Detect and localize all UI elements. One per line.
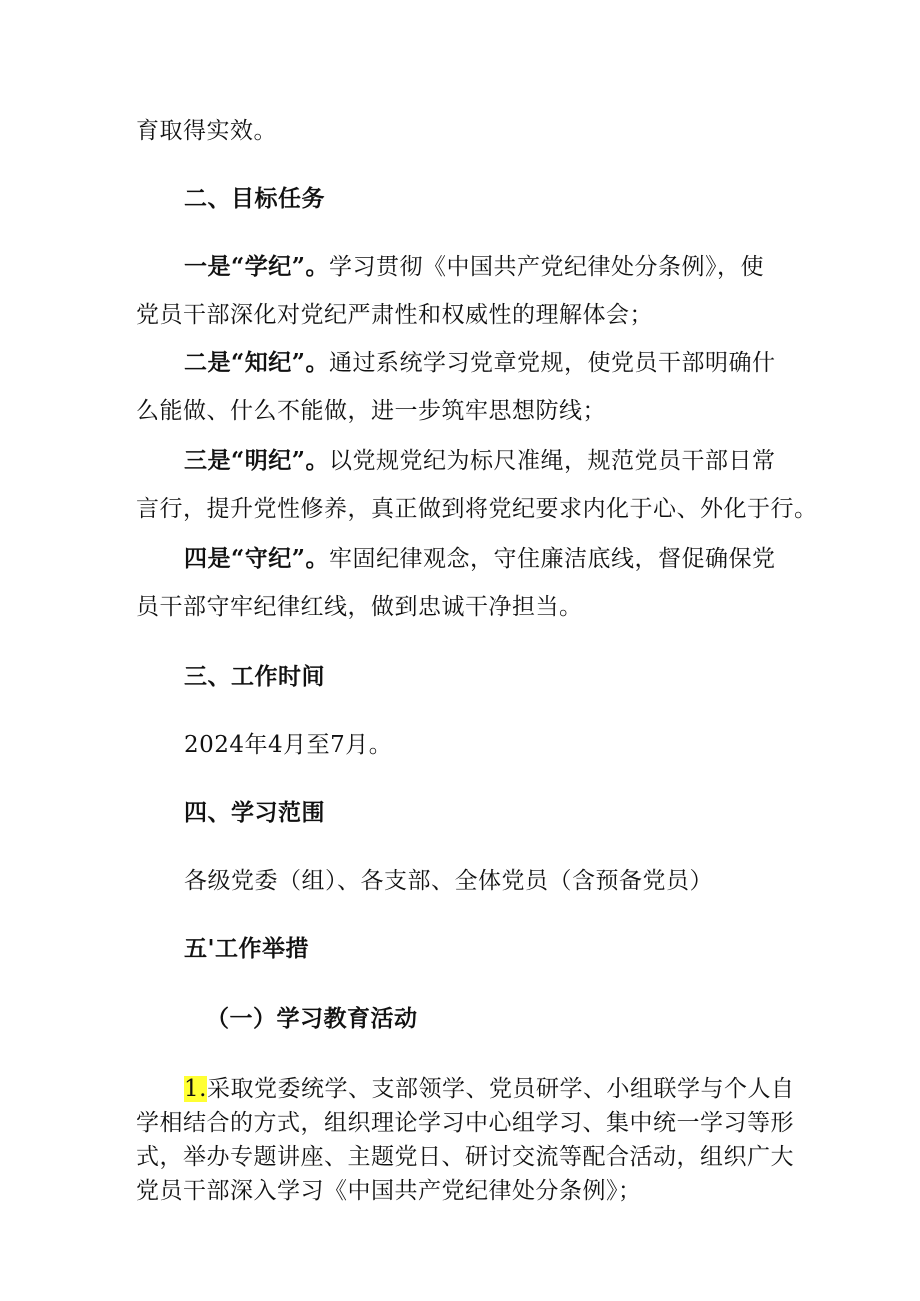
task-item-1-lead: 一是“学纪”。 [184, 253, 329, 280]
subsection-heading-1: （一）学习教育活动 [206, 1005, 418, 1032]
task-item-4-line-1 [184, 544, 775, 574]
work-time-text: 2024年4月至7月。 [184, 732, 393, 758]
task-item-4-line-2: 员干部守牢纪律红线，做到忠诚干净担当。 [136, 594, 583, 620]
task-item-1-line-1 [184, 252, 764, 282]
task-item-3-line-1 [184, 446, 775, 476]
task-item-2-line-2: 么能做、什么不能做，进一步筑牢思想防线； [136, 398, 606, 424]
section-heading-5: 五'工作举措 [184, 935, 310, 962]
study-scope-text: 各级党委（组）、各支部、全体党员（含预备党员） [184, 868, 713, 894]
task-item-4-text: 牢固纪律观念，守住廉洁底线，督促确保党 [328, 546, 776, 572]
measure-1-line-4: 党员干部深入学习《中国共产党纪律处分条例》； [136, 1178, 642, 1204]
measure-1-line-1 [184, 1074, 794, 1104]
task-item-2-line-1 [184, 348, 775, 378]
task-item-3-line-2: 言行，提升党性修养，真正做到将党纪要求内化于心、外化于行。 [136, 496, 818, 522]
task-item-4-lead: 四是“守纪”。 [184, 545, 329, 572]
task-item-1-text: 学习贯彻《中国共产党纪律处分条例》，使 [328, 254, 764, 280]
section-heading-4: 四、学习范围 [184, 799, 325, 826]
task-item-3-text: 以党规党纪为标尺准绳，规范党员干部日常 [328, 448, 776, 474]
measure-1-text: 采取党委统学、支部领学、党员研学、小组联学与个人自 [206, 1076, 795, 1102]
paragraph-continuation: 育取得实效。 [136, 118, 277, 144]
measure-1-line-2: 学相结合的方式，组织理论学习中心组学习、集中统一学习等形 [136, 1110, 794, 1136]
task-item-2-lead: 二是“知纪”。 [184, 349, 329, 376]
measure-1-line-3: 式，举办专题讲座、主题党日、研讨交流等配合活动，组织广大 [136, 1144, 794, 1170]
section-heading-3: 三、工作时间 [184, 663, 325, 690]
task-item-3-lead: 三是“明纪”。 [184, 447, 329, 474]
section-heading-2: 二、目标任务 [184, 185, 325, 212]
task-item-1-line-2: 党员干部深化对党纪严肃性和权威性的理解体会； [136, 302, 653, 328]
task-item-2-text: 通过系统学习党章党规，使党员干部明确什 [328, 350, 776, 376]
measure-1-number-highlight: 1. [184, 1076, 207, 1102]
